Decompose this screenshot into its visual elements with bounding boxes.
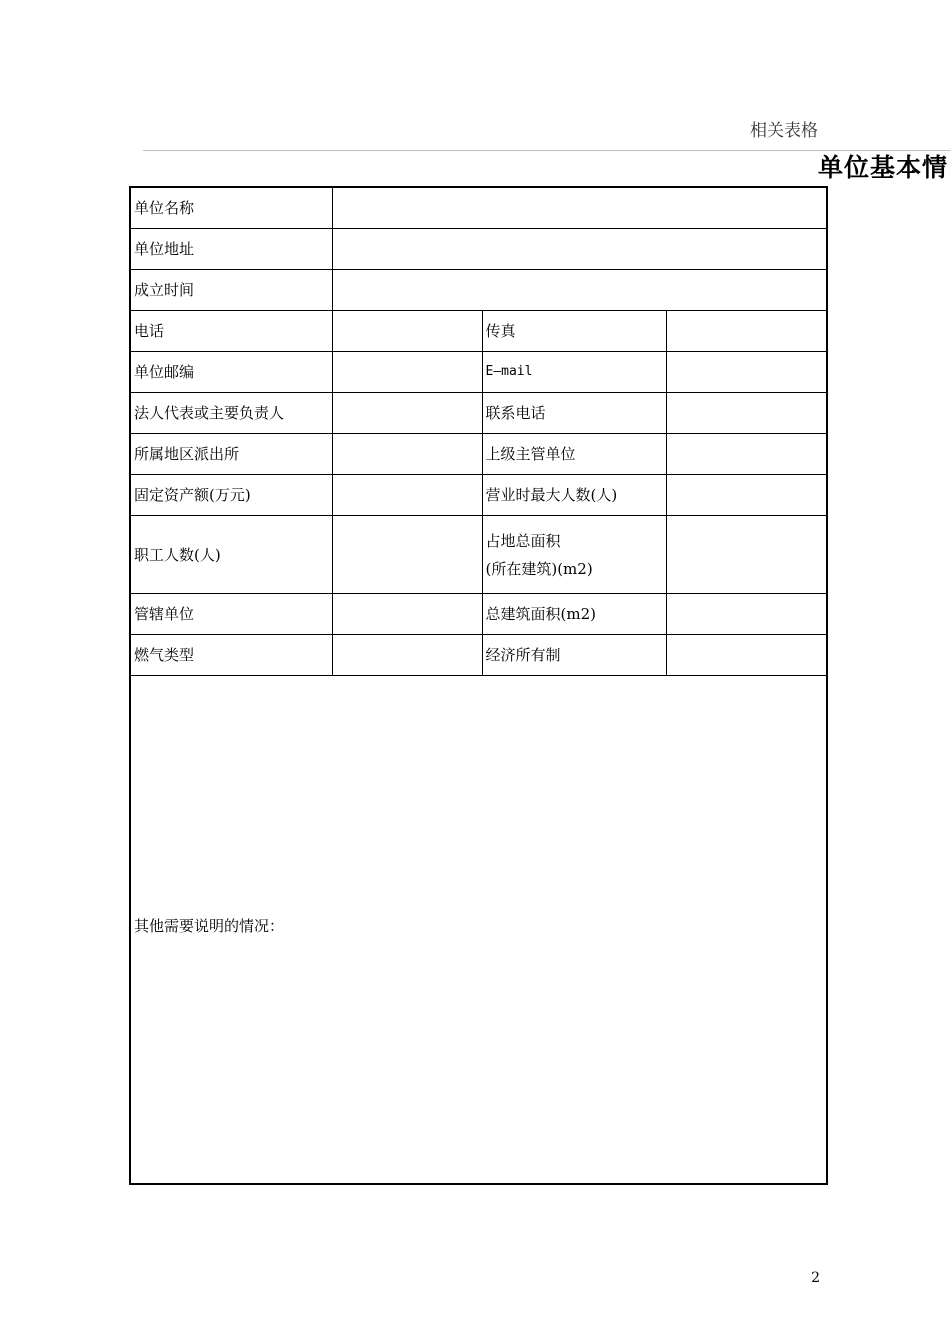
- label-supervisor: 上级主管单位: [482, 434, 666, 475]
- form-title: 单位基本情: [818, 153, 949, 182]
- label-phone: 电话: [130, 311, 332, 352]
- header-label: 相关表格: [750, 121, 818, 141]
- label-land-area-line2: (所在建筑)(m2): [485, 559, 593, 578]
- unit-info-form: [129, 186, 828, 1185]
- label-contact-phone: 联系电话: [482, 393, 666, 434]
- label-land-area: [482, 516, 666, 594]
- field-police-station[interactable]: [332, 434, 482, 475]
- label-jurisdiction: 管辖单位: [130, 594, 332, 635]
- field-ownership[interactable]: [666, 635, 827, 676]
- field-max-people[interactable]: [666, 475, 827, 516]
- field-fax[interactable]: [666, 311, 827, 352]
- label-gas-type: 燃气类型: [130, 635, 332, 676]
- label-ownership: 经济所有制: [482, 635, 666, 676]
- field-other-notes[interactable]: [130, 676, 827, 1184]
- label-email: E—mail: [482, 352, 666, 393]
- label-land-area-line1: 占地总面积: [485, 531, 561, 550]
- field-jurisdiction[interactable]: [332, 594, 482, 635]
- label-fixed-assets: 固定资产额(万元): [130, 475, 332, 516]
- field-unit-name[interactable]: [332, 187, 827, 229]
- field-gas-type[interactable]: [332, 635, 482, 676]
- label-unit-name: 单位名称: [130, 187, 332, 229]
- label-postcode: 单位邮编: [130, 352, 332, 393]
- label-police-station: 所属地区派出所: [130, 434, 332, 475]
- field-building-area[interactable]: [666, 594, 827, 635]
- label-unit-address: 单位地址: [130, 229, 332, 270]
- label-founded: 成立时间: [130, 270, 332, 311]
- field-land-area[interactable]: [666, 516, 827, 594]
- label-staff-count: 职工人数(人): [130, 516, 332, 594]
- label-max-people: 营业时最大人数(人): [482, 475, 666, 516]
- field-founded[interactable]: [332, 270, 827, 311]
- field-staff-count[interactable]: [332, 516, 482, 594]
- field-legal-rep[interactable]: [332, 393, 482, 434]
- field-contact-phone[interactable]: [666, 393, 827, 434]
- field-unit-address[interactable]: [332, 229, 827, 270]
- field-phone[interactable]: [332, 311, 482, 352]
- label-other-notes: 其他需要说明的情况：: [134, 917, 285, 936]
- page-number: 2: [811, 1270, 820, 1286]
- field-fixed-assets[interactable]: [332, 475, 482, 516]
- field-email[interactable]: [666, 352, 827, 393]
- label-fax: 传真: [482, 311, 666, 352]
- field-supervisor[interactable]: [666, 434, 827, 475]
- label-legal-rep: 法人代表或主要负责人: [130, 393, 332, 434]
- field-postcode[interactable]: [332, 352, 482, 393]
- label-building-area: 总建筑面积(m2): [482, 594, 666, 635]
